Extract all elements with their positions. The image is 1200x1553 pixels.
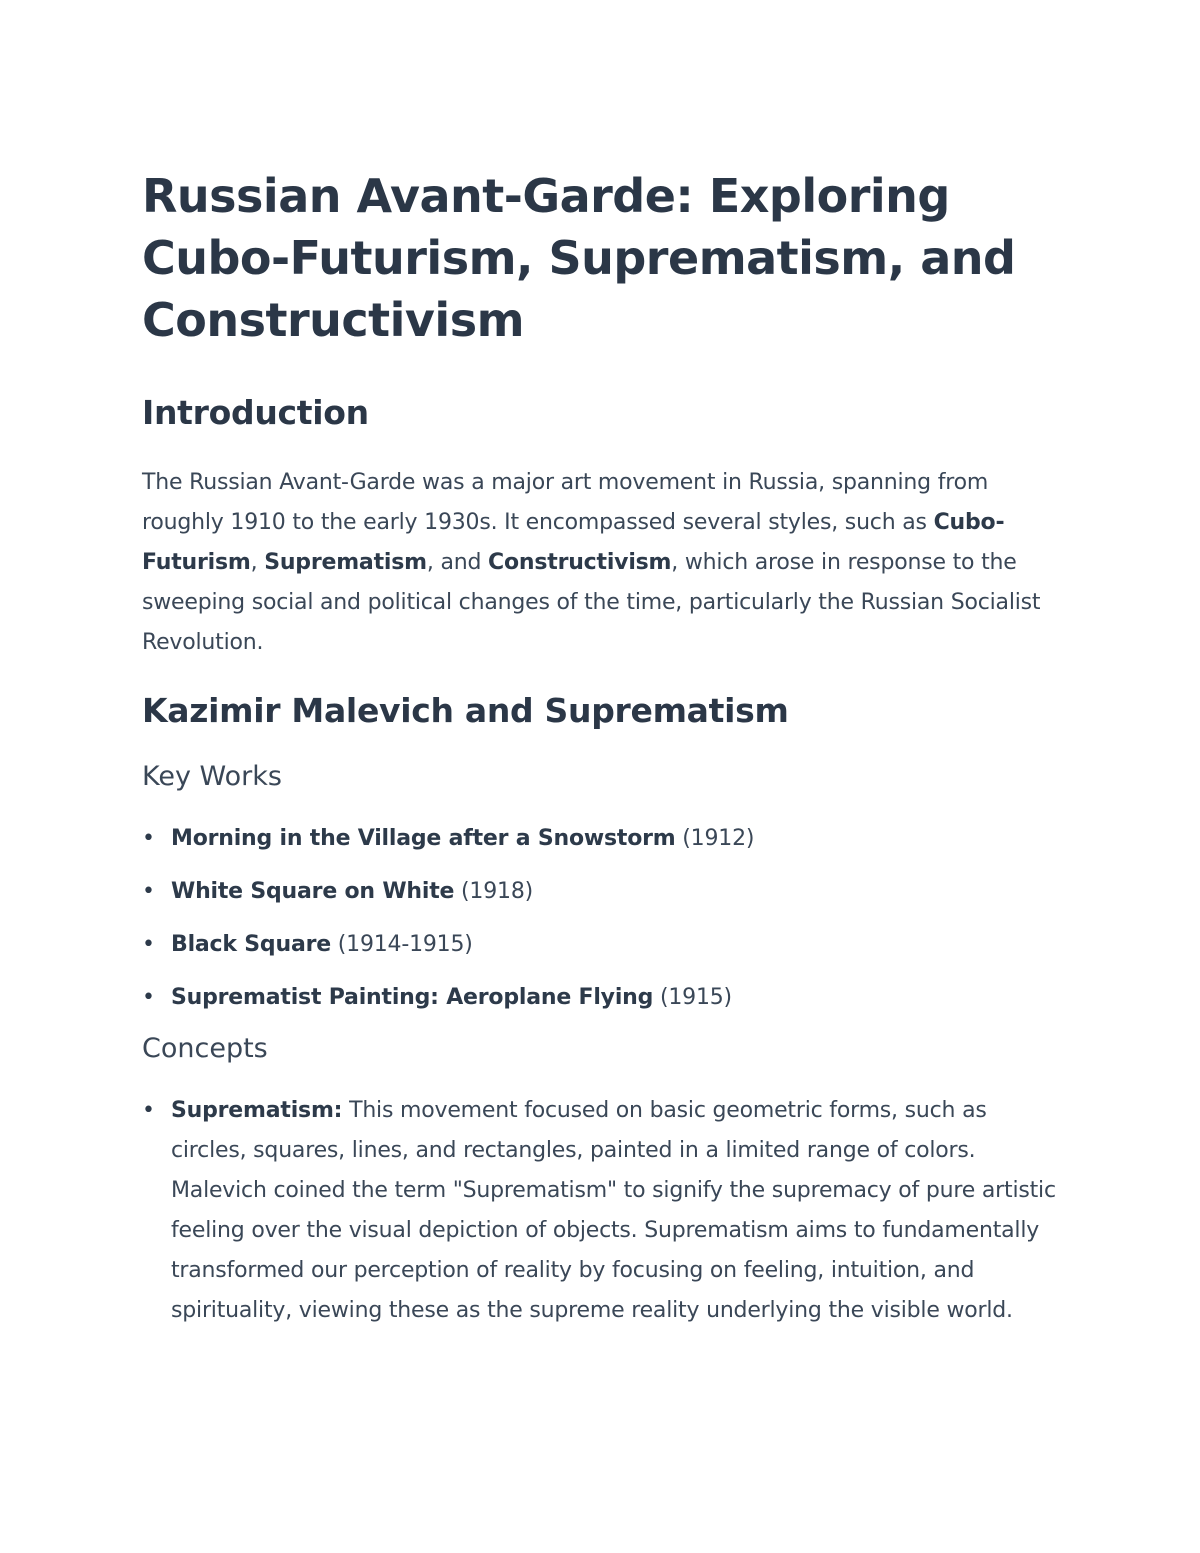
work-date: (1915)	[653, 985, 732, 1010]
intro-text-start: The Russian Avant-Garde was a major art movement in Russia, spanning from roughly 1910 to the early 1930s. It encompassed several styles, such as	[142, 470, 989, 535]
work-title: White Square on White	[171, 879, 455, 904]
bullet-icon: •	[142, 826, 155, 851]
work-title: Black Square	[171, 932, 331, 957]
list-item	[142, 978, 1062, 1018]
bullet-icon: •	[142, 932, 155, 957]
intro-separator: , and	[426, 550, 489, 575]
key-works-list	[142, 819, 1062, 1018]
concepts-heading: Concepts	[142, 1033, 268, 1064]
document-page	[142, 165, 1062, 1331]
introduction-heading: Introduction	[142, 393, 369, 432]
list-item	[142, 925, 1062, 965]
list-item	[142, 872, 1062, 912]
style-constructivism: Constructivism	[488, 550, 672, 575]
work-title: Suprematist Painting: Aeroplane Flying	[171, 985, 654, 1010]
work-title: Morning in the Village after a Snowstorm	[171, 826, 676, 851]
style-suprematism: Suprematism	[264, 550, 427, 575]
style-cubo-futurism: Cubo-Futurism	[142, 510, 1005, 575]
list-item	[142, 819, 1062, 859]
intro-separator: ,	[250, 550, 265, 575]
bullet-icon: •	[142, 879, 155, 904]
malevich-heading: Kazimir Malevich and Suprematism	[142, 691, 789, 730]
key-works-heading: Key Works	[142, 761, 282, 792]
concepts-list	[142, 1091, 1062, 1331]
intro-text-end: , which arose in response to the sweeping social and political changes of the time, particularly the Russian Socialist Revolution.	[142, 550, 1041, 655]
bullet-icon: •	[142, 985, 155, 1010]
work-date: (1912)	[675, 826, 755, 851]
concept-term: Suprematism:	[171, 1098, 343, 1123]
page-title: Russian Avant-Garde: Exploring Cubo-Futurism, Suprematism, and Constructivism	[142, 169, 1016, 347]
list-item	[142, 1091, 1062, 1331]
concept-description: This movement focused on basic geometric forms, such as circles, squares, lines, and rectangles, painted in a limited range of colors. Malevich coined the term "Suprematism" to signify the supremacy of pure artistic feeling over the visual depiction of objects. Suprematism aims to fundamentally transformed our perception of reality by focusing on feeling, intuition, and spirituality, viewing these as the supreme reality underlying the visible world.	[171, 1098, 1056, 1323]
work-date: (1914-1915)	[330, 932, 473, 957]
introduction-paragraph	[142, 463, 1062, 663]
work-date: (1918)	[454, 879, 533, 904]
bullet-icon: •	[142, 1098, 155, 1123]
